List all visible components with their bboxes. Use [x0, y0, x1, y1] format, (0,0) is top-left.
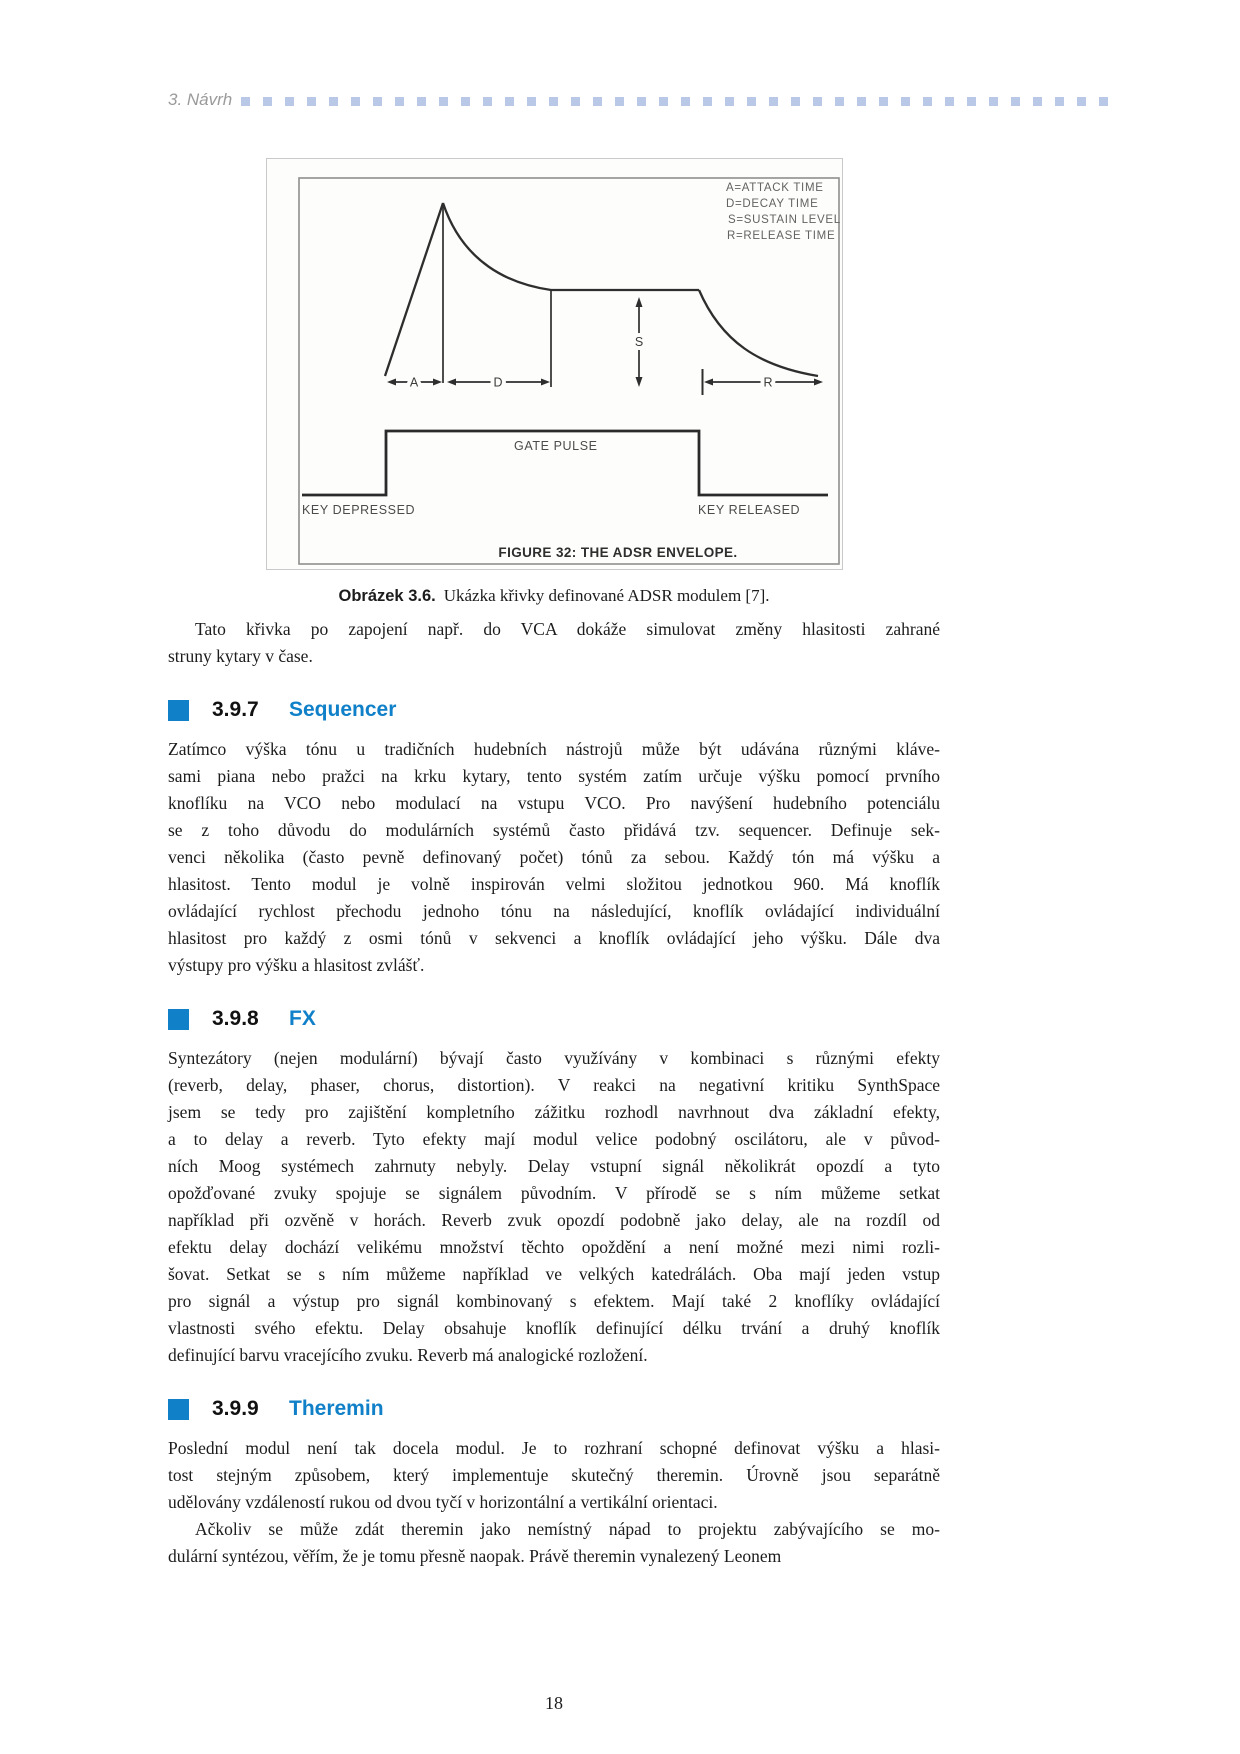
section-marker-icon	[168, 1009, 189, 1030]
page-content	[168, 150, 940, 1570]
text-line: Syntezátory (nejen modulární) bývají často využívány v kombinaci s různými efekty	[168, 1048, 940, 1068]
scan-figure-title: FIGURE 32: THE ADSR ENVELOPE.	[497, 545, 738, 560]
chapter-header: 3. Návrh	[168, 90, 233, 109]
text-line: struny kytary v čase.	[168, 646, 313, 666]
key-depressed-label: KEY DEPRESSED	[301, 503, 415, 517]
legend-attack: A=ATTACK TIME	[725, 182, 824, 194]
text-line: dulární syntézou, věřím, že je tomu přesně naopak. Právě theremin vynalezený Leonem	[168, 1546, 782, 1566]
legend-sustain: S=SUSTAIN LEVEL	[727, 214, 841, 226]
gate-pulse-label: GATE PULSE	[513, 439, 598, 453]
text-line: Zatímco výška tónu u tradičních hudebních nástrojů může být udávána různými kláve-	[168, 739, 940, 759]
theremin-paragraph-2	[168, 1516, 940, 1570]
figure-caption-label: Obrázek 3.6.	[338, 587, 436, 605]
release-time-label: R	[762, 375, 773, 390]
legend-decay: D=DECAY TIME	[725, 198, 818, 210]
section-title: Sequencer	[289, 698, 397, 721]
attack-time-label: A	[409, 375, 418, 390]
text-line: knoflíku na VCO nebo modulací na vstupu VCO. Pro navýšení hudebního potenciálu	[168, 793, 940, 813]
section-number: 3.9.9	[212, 1397, 259, 1420]
section-title: Theremin	[289, 1397, 384, 1420]
text-line: a to delay a reverb. Tyto efekty mají modul velice podobný oscilátoru, ale v původ-	[168, 1129, 940, 1149]
key-released-label: KEY RELEASED	[697, 503, 800, 517]
section-heading-theremin	[168, 1397, 940, 1421]
text-line: výstupy pro výšku a hlasitost zvlášť.	[168, 955, 425, 975]
text-line: hlasitost pro každý z osmi tónů v sekvenci a knoflík ovládající jeho výšku. Dále dva	[168, 928, 940, 948]
decay-time-label: D	[492, 375, 503, 390]
text-line: jsem se tedy pro zajištění kompletního zážitku rozhodl navrhnout dva základní efekty,	[168, 1102, 940, 1122]
header-dotted-rule	[241, 97, 1110, 106]
text-line: sami piana nebo pražci na krku kytary, tento systém zatím určuje výšku pomocí prvního	[168, 766, 940, 786]
text-line: vlastnosti svého efektu. Delay obsahuje knoflík definující délku trvání a druhý knoflík	[168, 1318, 940, 1338]
section-marker-icon	[168, 1399, 189, 1420]
text-line: venci několika (často pevně definovaný počet) tónů za sebou. Každý tón má výšku a	[168, 847, 940, 867]
text-line: šovat. Setkat se s ním můžeme například ve velkých katedrálách. Oba mají jeden vstup	[168, 1264, 940, 1284]
text-line: pro signál a výstup pro signál kombinovaný s efektem. Mají také 2 knoflíky ovládající	[168, 1291, 940, 1311]
section-heading-sequencer	[168, 698, 940, 722]
legend-release: R=RELEASE TIME	[726, 230, 835, 242]
page-footer	[168, 1693, 940, 1714]
intro-paragraph	[168, 616, 940, 670]
text-line: efektu delay dochází velikému množství těchto opoždění a není možné mezi nimi rozli-	[168, 1237, 940, 1257]
text-line: ních Moog systémech zahrnuty nebyly. Delay vstupní signál několikrát opozdí a tyto	[168, 1156, 940, 1176]
section-number: 3.9.7	[212, 698, 259, 721]
text-line: Poslední modul není tak docela modul. Je to rozhraní schopné definovat výšku a hlasi-	[168, 1438, 940, 1458]
figure-adsr-envelope	[266, 158, 843, 570]
sequencer-paragraph	[168, 736, 940, 979]
text-line: se z toho důvodu do modulárních systémů často přidává tzv. sequencer. Definuje sek-	[168, 820, 940, 840]
text-line: hlasitost. Tento modul je volně inspirován velmi složitou jednotkou 960. Má knoflík	[168, 874, 940, 894]
text-line: Tato křivka po zapojení např. do VCA dokáže simulovat změny hlasitosti zahrané	[195, 619, 940, 639]
text-line: opožďované zvuky spojuje se signálem původním. V přírodě se s ním můžeme setkat	[168, 1183, 940, 1203]
figure-caption	[168, 586, 940, 606]
section-title: FX	[289, 1007, 316, 1030]
section-heading-fx	[168, 1007, 940, 1031]
fx-paragraph	[168, 1045, 940, 1369]
sustain-level-label: S	[634, 335, 643, 349]
text-line: například při ozvěně v horách. Reverb zvuk opozdí podobně jako delay, ale na rozdíl od	[168, 1210, 940, 1230]
text-line: tost stejným způsobem, který implementuje skutečný theremin. Úrovně jsou separátně	[168, 1465, 940, 1485]
text-line: definující barvu vracejícího zvuku. Reverb má analogické rozložení.	[168, 1345, 648, 1365]
adsr-envelope-diagram	[266, 158, 843, 570]
figure-caption-text: Ukázka křivky definované ADSR modulem [7].	[443, 586, 770, 605]
section-marker-icon	[168, 700, 189, 721]
text-line: (reverb, delay, phaser, chorus, distortion). V reakci na negativní kritiku SynthSpace	[168, 1075, 940, 1095]
theremin-paragraph-1	[168, 1435, 940, 1516]
text-line: udělovány vzdáleností rukou od dvou tyčí v horizontální a vertikální orientaci.	[168, 1492, 718, 1512]
text-line: ovládající rychlost přechodu jednoho tónu na následující, knoflík ovládající individuální	[168, 901, 940, 921]
page-number: 18	[545, 1693, 563, 1713]
text-line: Ačkoliv se může zdát theremin jako nemístný nápad to projektu zabývajícího se mo-	[195, 1519, 940, 1539]
section-number: 3.9.8	[212, 1007, 259, 1030]
page-header	[168, 90, 1110, 110]
